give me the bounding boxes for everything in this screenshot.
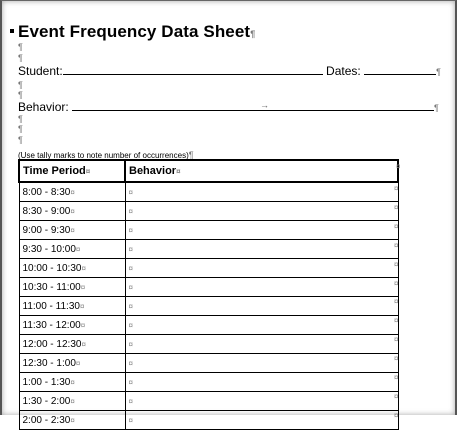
pilcrow-mark: ¶ <box>18 80 23 90</box>
student-field[interactable] <box>63 63 323 75</box>
time-period-cell[interactable]: 9:30 - 10:00¤ <box>19 240 125 259</box>
note-text: (Use tally marks to note number of occurrences) <box>18 151 189 160</box>
time-period-cell[interactable]: 8:00 - 8:30¤ <box>19 182 125 202</box>
row-end-mark: ¤ <box>394 354 399 364</box>
student-dates-row <box>18 63 441 78</box>
table-row <box>19 278 398 297</box>
behavior-tally-cell[interactable]: ¤ <box>125 278 398 297</box>
table-header-row <box>19 160 398 182</box>
table-row <box>19 297 398 316</box>
row-end-mark: ¤ <box>394 240 399 250</box>
behavior-tally-cell[interactable]: ¤ <box>125 202 398 221</box>
row-end-mark: ¤ <box>394 278 399 288</box>
row-end-mark: ¤ <box>394 259 399 269</box>
pilcrow-mark: ¶ <box>434 103 439 113</box>
row-end-mark: ¤ <box>394 202 399 212</box>
table-row <box>19 354 398 373</box>
table-row <box>19 240 398 259</box>
pilcrow-mark: ¶ <box>18 42 23 52</box>
pilcrow-mark: ¶ <box>250 29 256 39</box>
time-period-cell[interactable]: 10:00 - 10:30¤ <box>19 259 125 278</box>
behavior-field[interactable] <box>72 99 434 111</box>
row-end-mark: ¤ <box>394 297 399 307</box>
behavior-tally-cell[interactable]: ¤ <box>125 221 398 240</box>
table-row <box>19 335 398 354</box>
row-end-mark: ¤ <box>396 162 401 171</box>
pilcrow-mark: ¶ <box>436 67 441 77</box>
table-row <box>19 259 398 278</box>
table-row <box>19 182 398 202</box>
behavior-tally-cell[interactable]: ¤ <box>125 354 398 373</box>
table-row <box>19 392 398 411</box>
behavior-tally-cell[interactable]: ¤ <box>125 240 398 259</box>
student-label: Student: <box>18 64 63 78</box>
row-end-mark: ¤ <box>394 373 399 382</box>
header-time-period: Time Period¤ <box>19 160 125 182</box>
row-end-mark: ¤ <box>394 410 399 420</box>
row-end-mark: ¤ <box>394 221 399 231</box>
behavior-tally-cell[interactable]: ¤ <box>125 392 398 411</box>
pilcrow-mark: ¶ <box>18 135 23 145</box>
time-period-cell[interactable]: 12:30 - 1:00¤ <box>19 354 125 373</box>
row-end-mark: ¤ <box>394 316 399 326</box>
behavior-label: Behavior: <box>18 100 69 114</box>
dates-label: Dates: <box>326 64 361 78</box>
table-row <box>19 373 398 392</box>
document-page <box>6 0 446 426</box>
behavior-tally-cell[interactable]: ¤ <box>125 335 398 354</box>
table-row <box>19 202 398 221</box>
dates-field[interactable] <box>364 63 436 75</box>
behavior-tally-cell[interactable]: ¤ <box>125 259 398 278</box>
pilcrow-mark: ¶ <box>18 53 23 63</box>
behavior-tally-cell[interactable]: ¤ <box>125 182 398 202</box>
title-text: Event Frequency Data Sheet <box>18 22 251 41</box>
time-period-cell[interactable]: 9:00 - 9:30¤ <box>19 221 125 240</box>
pilcrow-mark: ¶ <box>18 114 23 124</box>
time-period-cell[interactable]: 8:30 - 9:00¤ <box>19 202 125 221</box>
frequency-table <box>18 159 399 430</box>
tab-arrow-icon: → <box>260 100 269 110</box>
behavior-tally-cell[interactable]: ¤ <box>125 297 398 316</box>
behavior-tally-cell[interactable]: ¤ <box>125 316 398 335</box>
header-behavior: Behavior¤ <box>125 160 398 182</box>
behavior-tally-cell[interactable]: ¤ <box>125 411 398 430</box>
row-end-mark: ¤ <box>394 391 399 401</box>
time-period-cell[interactable]: 2:00 - 2:30¤ <box>19 411 125 430</box>
row-end-mark: ¤ <box>394 335 399 345</box>
pilcrow-mark: ¶ <box>18 90 23 100</box>
behavior-tally-cell[interactable]: ¤ <box>125 373 398 392</box>
table-row <box>19 316 398 335</box>
time-period-cell[interactable]: 10:30 - 11:00¤ <box>19 278 125 297</box>
behavior-row <box>18 99 439 114</box>
time-period-cell[interactable]: 1:30 - 2:00¤ <box>19 392 125 411</box>
time-period-cell[interactable]: 11:30 - 12:00¤ <box>19 316 125 335</box>
time-period-cell[interactable]: 12:00 - 12:30¤ <box>19 335 125 354</box>
time-period-cell[interactable]: 1:00 - 1:30¤ <box>19 373 125 392</box>
pilcrow-mark: ¶ <box>188 150 194 160</box>
time-period-cell[interactable]: 11:00 - 11:30¤ <box>19 297 125 316</box>
table-row <box>19 411 398 430</box>
page-title <box>18 22 255 42</box>
table-row <box>19 221 398 240</box>
bullet-mark <box>10 29 14 33</box>
row-end-mark: ¤ <box>394 184 399 193</box>
pilcrow-mark: ¶ <box>18 124 23 134</box>
